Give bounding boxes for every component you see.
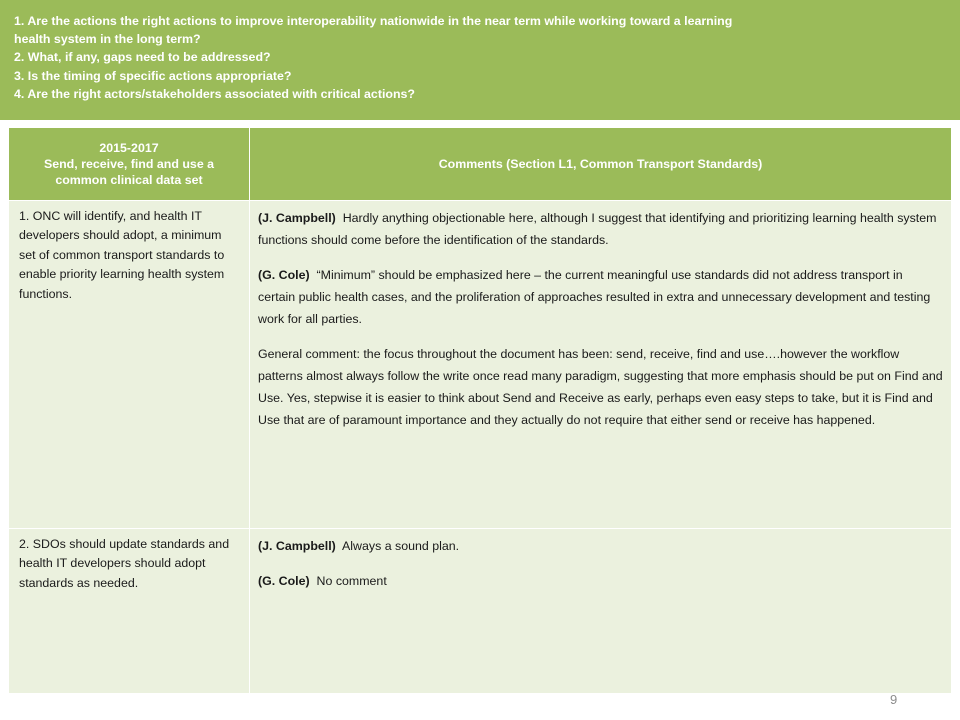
table-row: [9, 529, 952, 694]
header-goal: Send, receive, find and use a common clinical data set: [43, 157, 215, 187]
comment-paragraph: [258, 343, 943, 431]
header-period: 2015-2017: [99, 141, 159, 155]
comment-text: “Minimum” should be emphasized here – the current meaningful use standards did not address transport in certain public health cases, and the proliferation of approaches resulted in extra and unnecessary development and testing work for all parties.: [258, 268, 931, 326]
comment-text: General comment: the focus throughout the document has been: send, receive, find and use….however the workflow patterns almost always follow the write once read many paradigm, suggesting that more emphasis should be put on Find and Use. Yes, stepwise it is easier to think about Send and Receive as early, perhaps even easy steps to take, but it is Find and Use that are of paramount importance and they actually do not require that either send or receive has happened.: [258, 347, 943, 427]
question-line: 1. Are the actions the right actions to improve interoperability nationwide in the near term while working toward a learning: [14, 14, 733, 28]
comment-author: (G. Cole): [258, 268, 310, 282]
comment-paragraph: [258, 570, 943, 592]
table-row: [9, 201, 952, 529]
comment-paragraph: [258, 264, 943, 330]
comments-cell: [250, 529, 952, 694]
question-line: 2. What, if any, gaps need to be addressed?: [14, 50, 271, 65]
questions-banner: [0, 0, 960, 120]
header-actions: [9, 128, 250, 201]
action-cell: 2. SDOs should update standards and health IT developers should adopt standards as needed.: [9, 529, 250, 694]
question-line: health system in the long term?: [14, 32, 201, 47]
comments-table: [8, 127, 952, 694]
comments-cell: [250, 201, 952, 529]
action-cell: 1. ONC will identify, and health IT developers should adopt, a minimum set of common transport standards to enable priority learning health system functions.: [9, 201, 250, 529]
comment-text: No comment: [316, 574, 387, 588]
comment-author: (J. Campbell): [258, 211, 336, 225]
comment-text: Always a sound plan.: [342, 539, 460, 553]
comment-paragraph: [258, 535, 943, 557]
table-header-row: [9, 128, 952, 201]
header-comments: Comments (Section L1, Common Transport Standards): [250, 128, 952, 201]
question-line: 3. Is the timing of specific actions appropriate?: [14, 68, 292, 83]
question-line: 4. Are the right actors/stakeholders associated with critical actions?: [14, 86, 415, 101]
comment-author: (G. Cole): [258, 574, 310, 588]
comment-author: (J. Campbell): [258, 539, 336, 553]
comment-text: Hardly anything objectionable here, although I suggest that identifying and prioritizing learning health system functions should come before the identification of the standards.: [258, 211, 937, 247]
comment-paragraph: [258, 207, 943, 251]
page-number: 9: [890, 692, 898, 707]
